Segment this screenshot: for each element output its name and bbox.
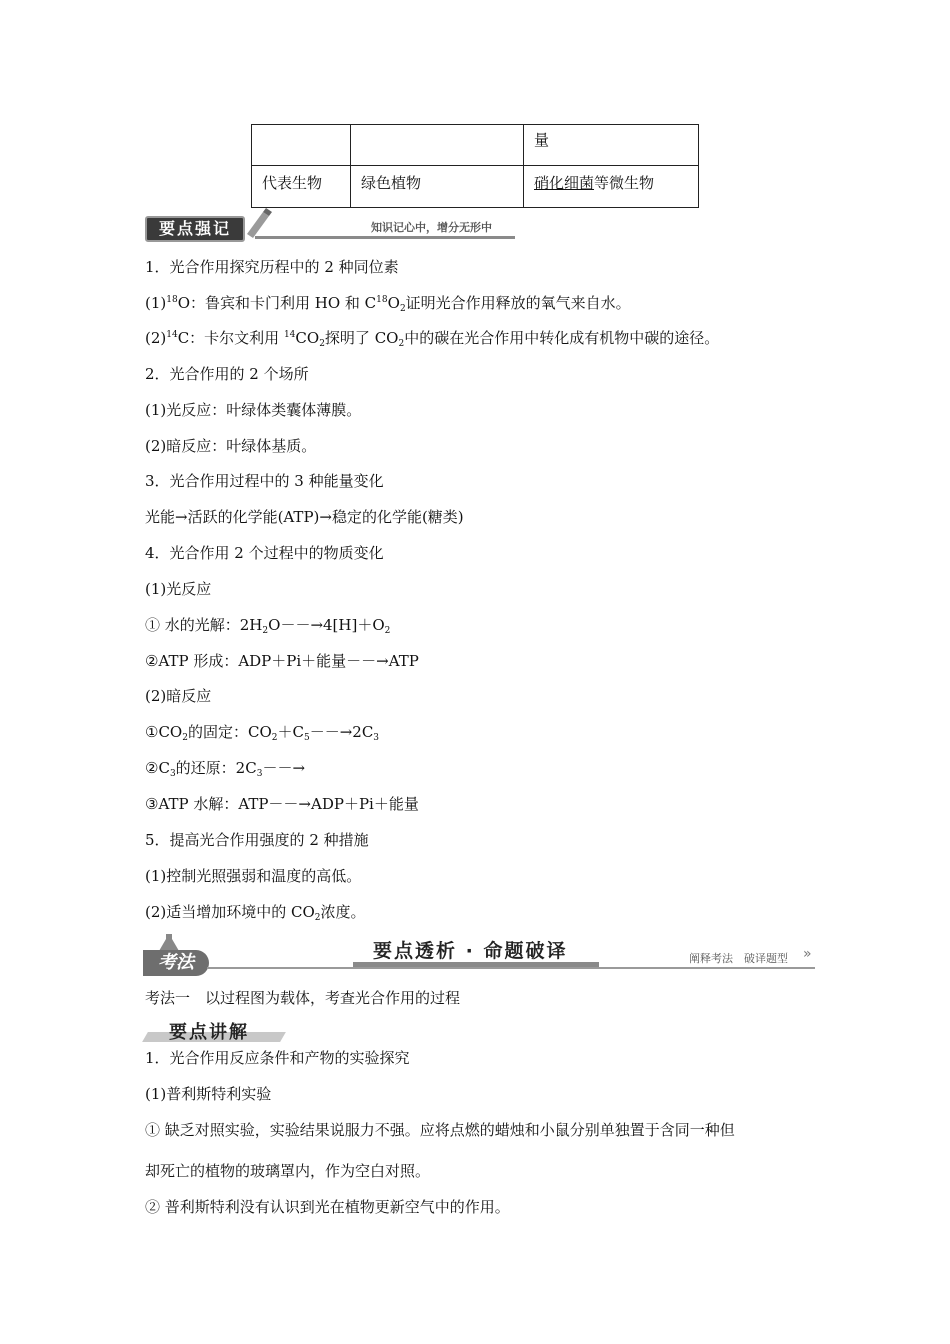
banner-rule: [207, 967, 815, 969]
banner-right-label: 阐释考法 破译题型: [689, 952, 788, 965]
section-banner-analysis: [143, 934, 815, 978]
section-banner-explanation: [145, 1016, 285, 1044]
equation: $②C_3$的还原：$2C_3--\to$: [145, 759, 306, 779]
paragraph: (2)暗反应: [145, 687, 212, 705]
table-cell: [351, 125, 524, 166]
table-cell: 量: [524, 125, 699, 166]
table-cell: 代表生物: [252, 166, 351, 208]
banner-rule: [255, 236, 515, 239]
section-badge: 考法: [143, 950, 209, 976]
equation: ③ATP 水解：ATP－－→ADP＋Pi＋能量: [145, 795, 419, 813]
table-row: [252, 166, 699, 208]
paragraph: (2)暗反应：叶绿体基质。: [145, 437, 317, 455]
table-cell: [524, 166, 699, 208]
chevron-right-icon: »: [803, 946, 812, 962]
paragraph: 光能→活跃的化学能(ATP)→稳定的化学能(糖类): [145, 508, 464, 526]
heading: 5．提高光合作用强度的 2 种措施: [145, 831, 369, 849]
pencil-icon: [243, 206, 273, 238]
paragraph: (1)控制光照强弱和温度的高低。: [145, 867, 362, 885]
section-banner-keypoints: [145, 212, 515, 240]
heading: 1．光合作用探究历程中的 2 种同位素: [145, 258, 399, 276]
heading: 3．光合作用过程中的 3 种能量变化: [145, 472, 384, 490]
title-underline: [353, 962, 599, 967]
banner-title: 要点透析 · 命题破译: [373, 940, 568, 962]
underlined-term: 硝化细菌: [534, 174, 595, 192]
paragraph: $(2)^{14}C$：卡尔文利用 $^{14}CO_2$探明了 $CO_2$中的碳在光合作用中转化成有机物中碳的途径。: [145, 329, 720, 349]
heading: 1．光合作用反应条件和产物的实验探究: [145, 1049, 410, 1067]
table-cell: 绿色植物: [351, 166, 524, 208]
comparison-table: [251, 124, 699, 208]
cell-text: 等微生物: [594, 174, 655, 192]
paragraph: 考法一 以过程图为载体，考查光合作用的过程: [145, 989, 461, 1007]
section-badge: 要点强记: [145, 216, 245, 242]
table-cell: [252, 125, 351, 166]
equation: $①CO_2$的固定：$CO_2+C_5--\to 2C_3$: [145, 723, 380, 743]
table-row: [252, 125, 699, 166]
section-badge: 要点讲解: [169, 1022, 249, 1043]
paragraph: (1)光反应：叶绿体类囊体薄膜。: [145, 401, 362, 419]
paragraph: (1)普利斯特利实验: [145, 1085, 272, 1103]
equation: ① 水的光解：$2H_2O--\to 4[H]+O_2$: [145, 616, 391, 636]
paragraph: ① 缺乏对照实验，实验结果说服力不强。应将点燃的蜡烛和小鼠分别单独置于含同一种但: [145, 1121, 735, 1139]
heading: 4．光合作用 2 个过程中的物质变化: [145, 544, 384, 562]
banner-slogan: 知识记心中，增分无形中: [371, 221, 492, 234]
paragraph: $(1)^{18}O$：鲁宾和卡门利用 HO 和 $C^{18}O_2$证明光合作用释放的氧气来自水。: [145, 294, 631, 314]
paragraph: 却死亡的植物的玻璃罩内，作为空白对照。: [145, 1162, 431, 1180]
heading: 2．光合作用的 2 个场所: [145, 365, 309, 383]
paragraph: (1)光反应: [145, 580, 212, 598]
paragraph: (2)适当增加环境中的 $CO_2$浓度。: [145, 903, 366, 923]
paragraph: ② 普利斯特利没有认识到光在植物更新空气中的作用。: [145, 1198, 510, 1216]
equation: ②ATP 形成：ADP＋Pi＋能量－－→ATP: [145, 652, 419, 670]
